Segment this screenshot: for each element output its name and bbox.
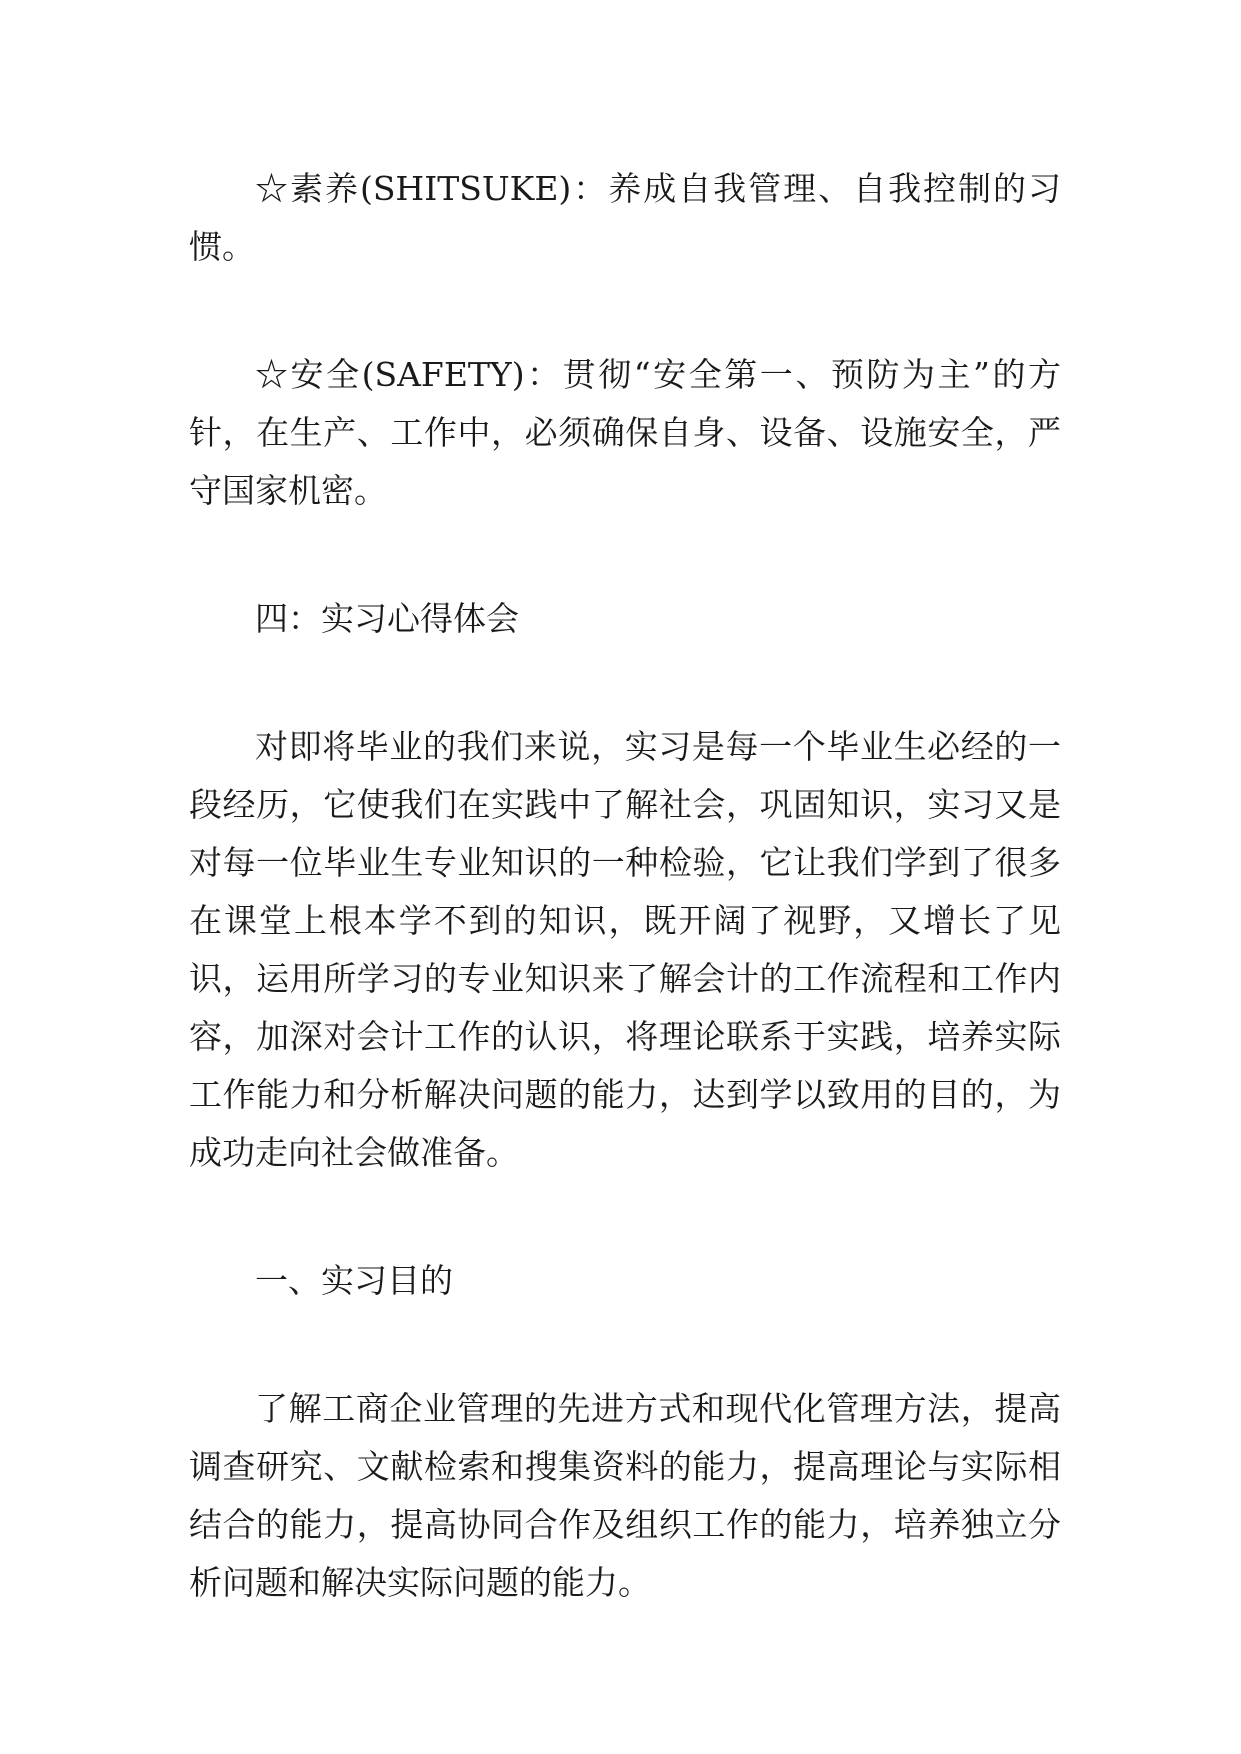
- spacer: [189, 1310, 1061, 1380]
- spacer: [189, 520, 1061, 590]
- section-heading-experience: 四：实习心得体会: [255, 599, 519, 638]
- spacer: [189, 276, 1061, 346]
- section-heading-purpose: 一、实习目的: [255, 1261, 453, 1300]
- spacer: [189, 1182, 1061, 1252]
- paragraph-shitsuke: ☆素养(SHITSUKE)：养成自我管理、自我控制的习惯。: [189, 169, 1061, 266]
- spacer: [189, 648, 1061, 718]
- paragraph-purpose: 了解工商企业管理的先进方式和现代化管理方法，提高调查研究、文献检索和搜集资料的能力，提高理论与实际相结合的能力，提高协同合作及组织工作的能力，培养独立分析问题和解决实际问题的能力。: [189, 1389, 1061, 1602]
- document-page: [189, 160, 1061, 1612]
- paragraph-experience: 对即将毕业的我们来说，实习是每一个毕业生必经的一段经历，它使我们在实践中了解社会，巩固知识，实习又是对每一位毕业生专业知识的一种检验，它让我们学到了很多在课堂上根本学不到的知识，既开阔了视野，又增长了见识，运用所学习的专业知识来了解会计的工作流程和工作内容，加深对会计工作的认识，将理论联系于实践，培养实际工作能力和分析解决问题的能力，达到学以致用的目的，为成功走向社会做准备。: [189, 727, 1061, 1172]
- paragraph-safety: ☆安全(SAFETY)：贯彻“安全第一、预防为主”的方针，在生产、工作中，必须确保自身、设备、设施安全，严守国家机密。: [189, 355, 1061, 510]
